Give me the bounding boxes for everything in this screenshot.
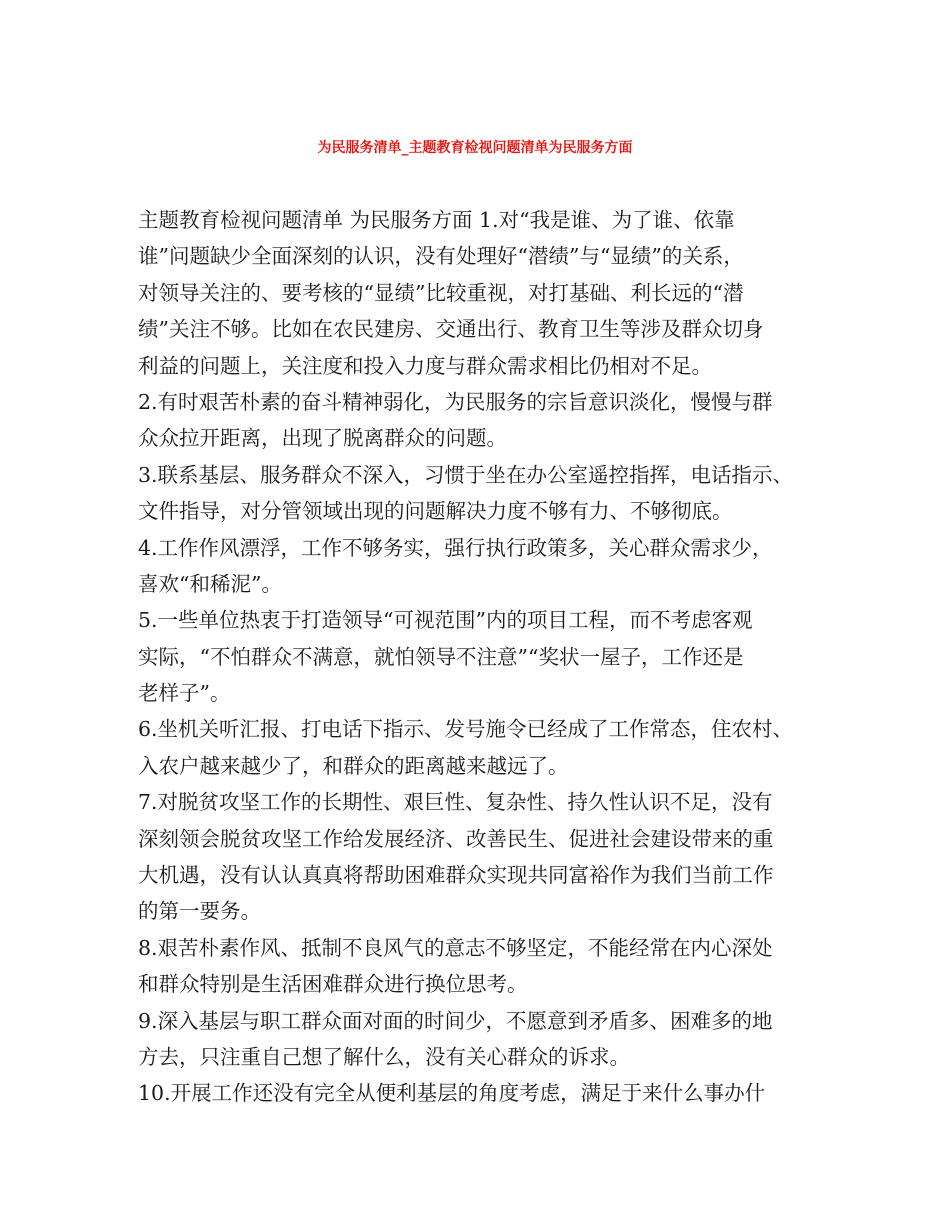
body-line: 5.一些单位热衷于打造领导“可视范围”内的项目工程，而不考虑客观	[138, 608, 753, 633]
body-line: 喜欢“和稀泥”。	[138, 571, 282, 596]
body-line: 利益的问题上，关注度和投入力度与群众需求相比仍相对不足。	[138, 353, 712, 378]
body-line: 对领导关注的、要考核的“显绩”比较重视，对打基础、利长远的“潜	[138, 280, 744, 305]
body-line: 实际，“不怕群众不满意，就怕领导不注意”“奖状一屋子，工作还是	[138, 644, 744, 669]
body-line: 3.联系基层、服务群众不深入，习惯于坐在办公室遥控指挥，电话指示、	[138, 462, 794, 487]
body-line: 主题教育检视问题清单 为民服务方面 1.对“我是谁、为了谁、依靠	[138, 208, 735, 232]
body-line: 入农户越来越少了，和群众的距离越来越远了。	[138, 753, 569, 778]
body-line: 2.有时艰苦朴素的奋斗精神弱化，为民服务的宗旨意识淡化，慢慢与群	[138, 389, 773, 414]
body-line: 6.坐机关听汇报、打电话下指示、发号施令已经成了工作常态，住农村、	[138, 717, 794, 742]
body-line: 深刻领会脱贫攻坚工作给发展经济、改善民生、促进社会建设带来的重	[138, 826, 774, 851]
body-line: 方去，只注重自己想了解什么，没有关心群众的诉求。	[138, 1044, 630, 1069]
body-line: 的第一要务。	[138, 899, 261, 924]
document-title: 为民服务清单_主题教育检视问题清单为民服务方面	[317, 140, 633, 156]
body-line: 9.深入基层与职工群众面对面的时间少，不愿意到矛盾多、困难多的地	[138, 1008, 773, 1033]
body-line: 和群众特别是生活困难群众进行换位思考。	[138, 972, 528, 997]
body-line: 绩”关注不够。比如在农民建房、交通出行、教育卫生等涉及群众切身	[138, 317, 764, 342]
body-line: 文件指导，对分管领域出现的问题解决力度不够有力、不够彻底。	[138, 499, 733, 524]
body-line: 10.开展工作还没有完全从便利基层的角度考虑，满足于来什么事办什	[138, 1081, 766, 1106]
body-line: 8.艰苦朴素作风、抵制不良风气的意志不够坚定，不能经常在内心深处	[138, 935, 773, 960]
body-line: 老样子”。	[138, 681, 231, 706]
body-line: 众众拉开距离，出现了脱离群众的问题。	[138, 426, 507, 451]
document-body	[138, 202, 828, 1112]
body-line: 7.对脱贫攻坚工作的长期性、艰巨性、复杂性、持久性认识不足，没有	[138, 790, 773, 815]
body-line: 大机遇，没有认认真真将帮助困难群众实现共同富裕作为我们当前工作	[138, 863, 774, 888]
body-line: 谁”问题缺少全面深刻的认识，没有处理好“潜绩”与“显绩”的关系，	[138, 244, 744, 269]
body-line: 4.工作作风漂浮，工作不够务实，强行执行政策多，关心群众需求少，	[138, 535, 773, 560]
